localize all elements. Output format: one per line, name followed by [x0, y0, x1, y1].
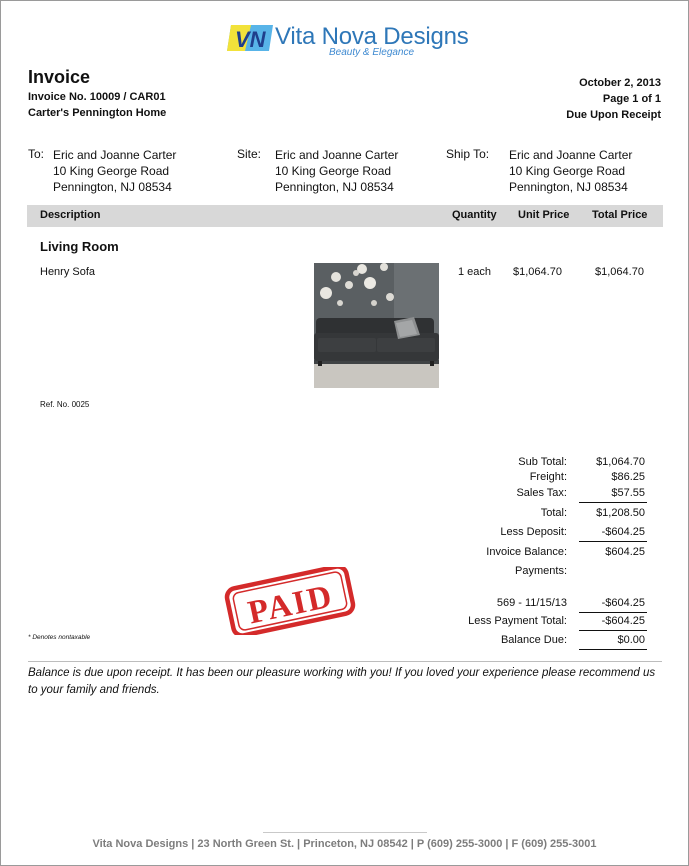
- logo-letters: VN: [235, 27, 266, 52]
- site-address: [275, 147, 398, 195]
- page-title: Invoice: [28, 67, 91, 87]
- payment-rule: [579, 612, 647, 613]
- item-description: Henry Sofa: [40, 266, 96, 278]
- item-ref-number: Ref. No. 0025: [40, 400, 90, 409]
- brand-name: Vita Nova Designs: [275, 23, 469, 50]
- col-description: Description: [40, 209, 101, 221]
- brand-tagline: Beauty & Elegance: [329, 47, 415, 58]
- deposit-value: -$604.25: [601, 526, 645, 538]
- stamp-text: PAID: [244, 578, 337, 632]
- site-label: Site:: [237, 147, 262, 161]
- payment-total-value: -$604.25: [601, 615, 645, 627]
- site-street: 10 King George Road: [275, 164, 392, 178]
- invoice-balance-value: $604.25: [605, 546, 645, 558]
- vn-logo-icon: [225, 23, 275, 53]
- closing-divider: [28, 661, 662, 662]
- subtotal-value: $1,064.70: [596, 456, 645, 468]
- ship-city: Pennington, NJ 08534: [509, 180, 628, 194]
- invoice-number: Invoice No. 10009 / CAR01: [28, 91, 166, 103]
- payment-entry-value: -$604.25: [601, 597, 645, 609]
- totals-rule: [579, 502, 647, 503]
- invoice-date: October 2, 2013: [579, 77, 661, 89]
- payment-terms: Due Upon Receipt: [566, 109, 661, 121]
- nontaxable-note: * Denotes nontaxable: [28, 634, 91, 641]
- deposit-rule: [579, 541, 647, 542]
- ship-address: [509, 147, 632, 195]
- total-label: Total:: [540, 507, 567, 519]
- invoice-balance-label: Invoice Balance:: [486, 546, 567, 558]
- sales-tax-label: Sales Tax:: [516, 487, 567, 499]
- col-unit-price: Unit Price: [518, 209, 570, 221]
- ship-name: Eric and Joanne Carter: [509, 148, 633, 162]
- site-city: Pennington, NJ 08534: [275, 180, 394, 194]
- payment-total-rule: [579, 630, 647, 631]
- item-quantity: 1 each: [458, 266, 492, 278]
- ship-label: Ship To:: [446, 147, 490, 161]
- to-label: To:: [28, 147, 45, 161]
- item-total-price: $1,064.70: [595, 266, 644, 278]
- ship-street: 10 King George Road: [509, 164, 626, 178]
- to-address: [53, 147, 176, 195]
- paid-stamp: [223, 567, 357, 635]
- closing-message: Balance is due upon receipt. It has been our pleasure working with you! If you loved your experience please recommend us to your family and friends.: [28, 667, 656, 696]
- page-count: Page 1 of 1: [602, 93, 661, 105]
- sales-tax-value: $57.55: [611, 487, 645, 499]
- footer-rule: [263, 832, 427, 833]
- balance-due-label: Balance Due:: [500, 634, 567, 646]
- freight-label: Freight:: [529, 471, 567, 483]
- col-total-price: Total Price: [592, 209, 648, 221]
- subtotal-label: Sub Total:: [518, 456, 567, 468]
- to-name: Eric and Joanne Carter: [53, 148, 177, 162]
- balance-due-value: $0.00: [617, 634, 645, 646]
- item-unit-price: $1,064.70: [513, 266, 562, 278]
- project-name: Carter's Pennington Home: [28, 107, 167, 119]
- brand-logo: [225, 23, 475, 63]
- section-heading: Living Room: [40, 239, 119, 254]
- balance-due-rule: [579, 649, 647, 650]
- total-value: $1,208.50: [596, 507, 645, 519]
- payments-label: Payments:: [515, 565, 567, 577]
- sofa-photo: [314, 263, 439, 388]
- freight-value: $86.25: [611, 471, 645, 483]
- to-city: Pennington, NJ 08534: [53, 180, 172, 194]
- footer-contact: Vita Nova Designs | 23 North Green St. | Princeton, NJ 08542 | P (609) 255-3000 | F (609) 255-3001: [92, 838, 597, 850]
- payment-entry-label: 569 - 11/15/13: [496, 597, 567, 609]
- site-name: Eric and Joanne Carter: [275, 148, 399, 162]
- col-quantity: Quantity: [452, 209, 497, 221]
- deposit-label: Less Deposit:: [500, 526, 567, 538]
- to-street: 10 King George Road: [53, 164, 170, 178]
- payment-total-label: Less Payment Total:: [468, 615, 567, 627]
